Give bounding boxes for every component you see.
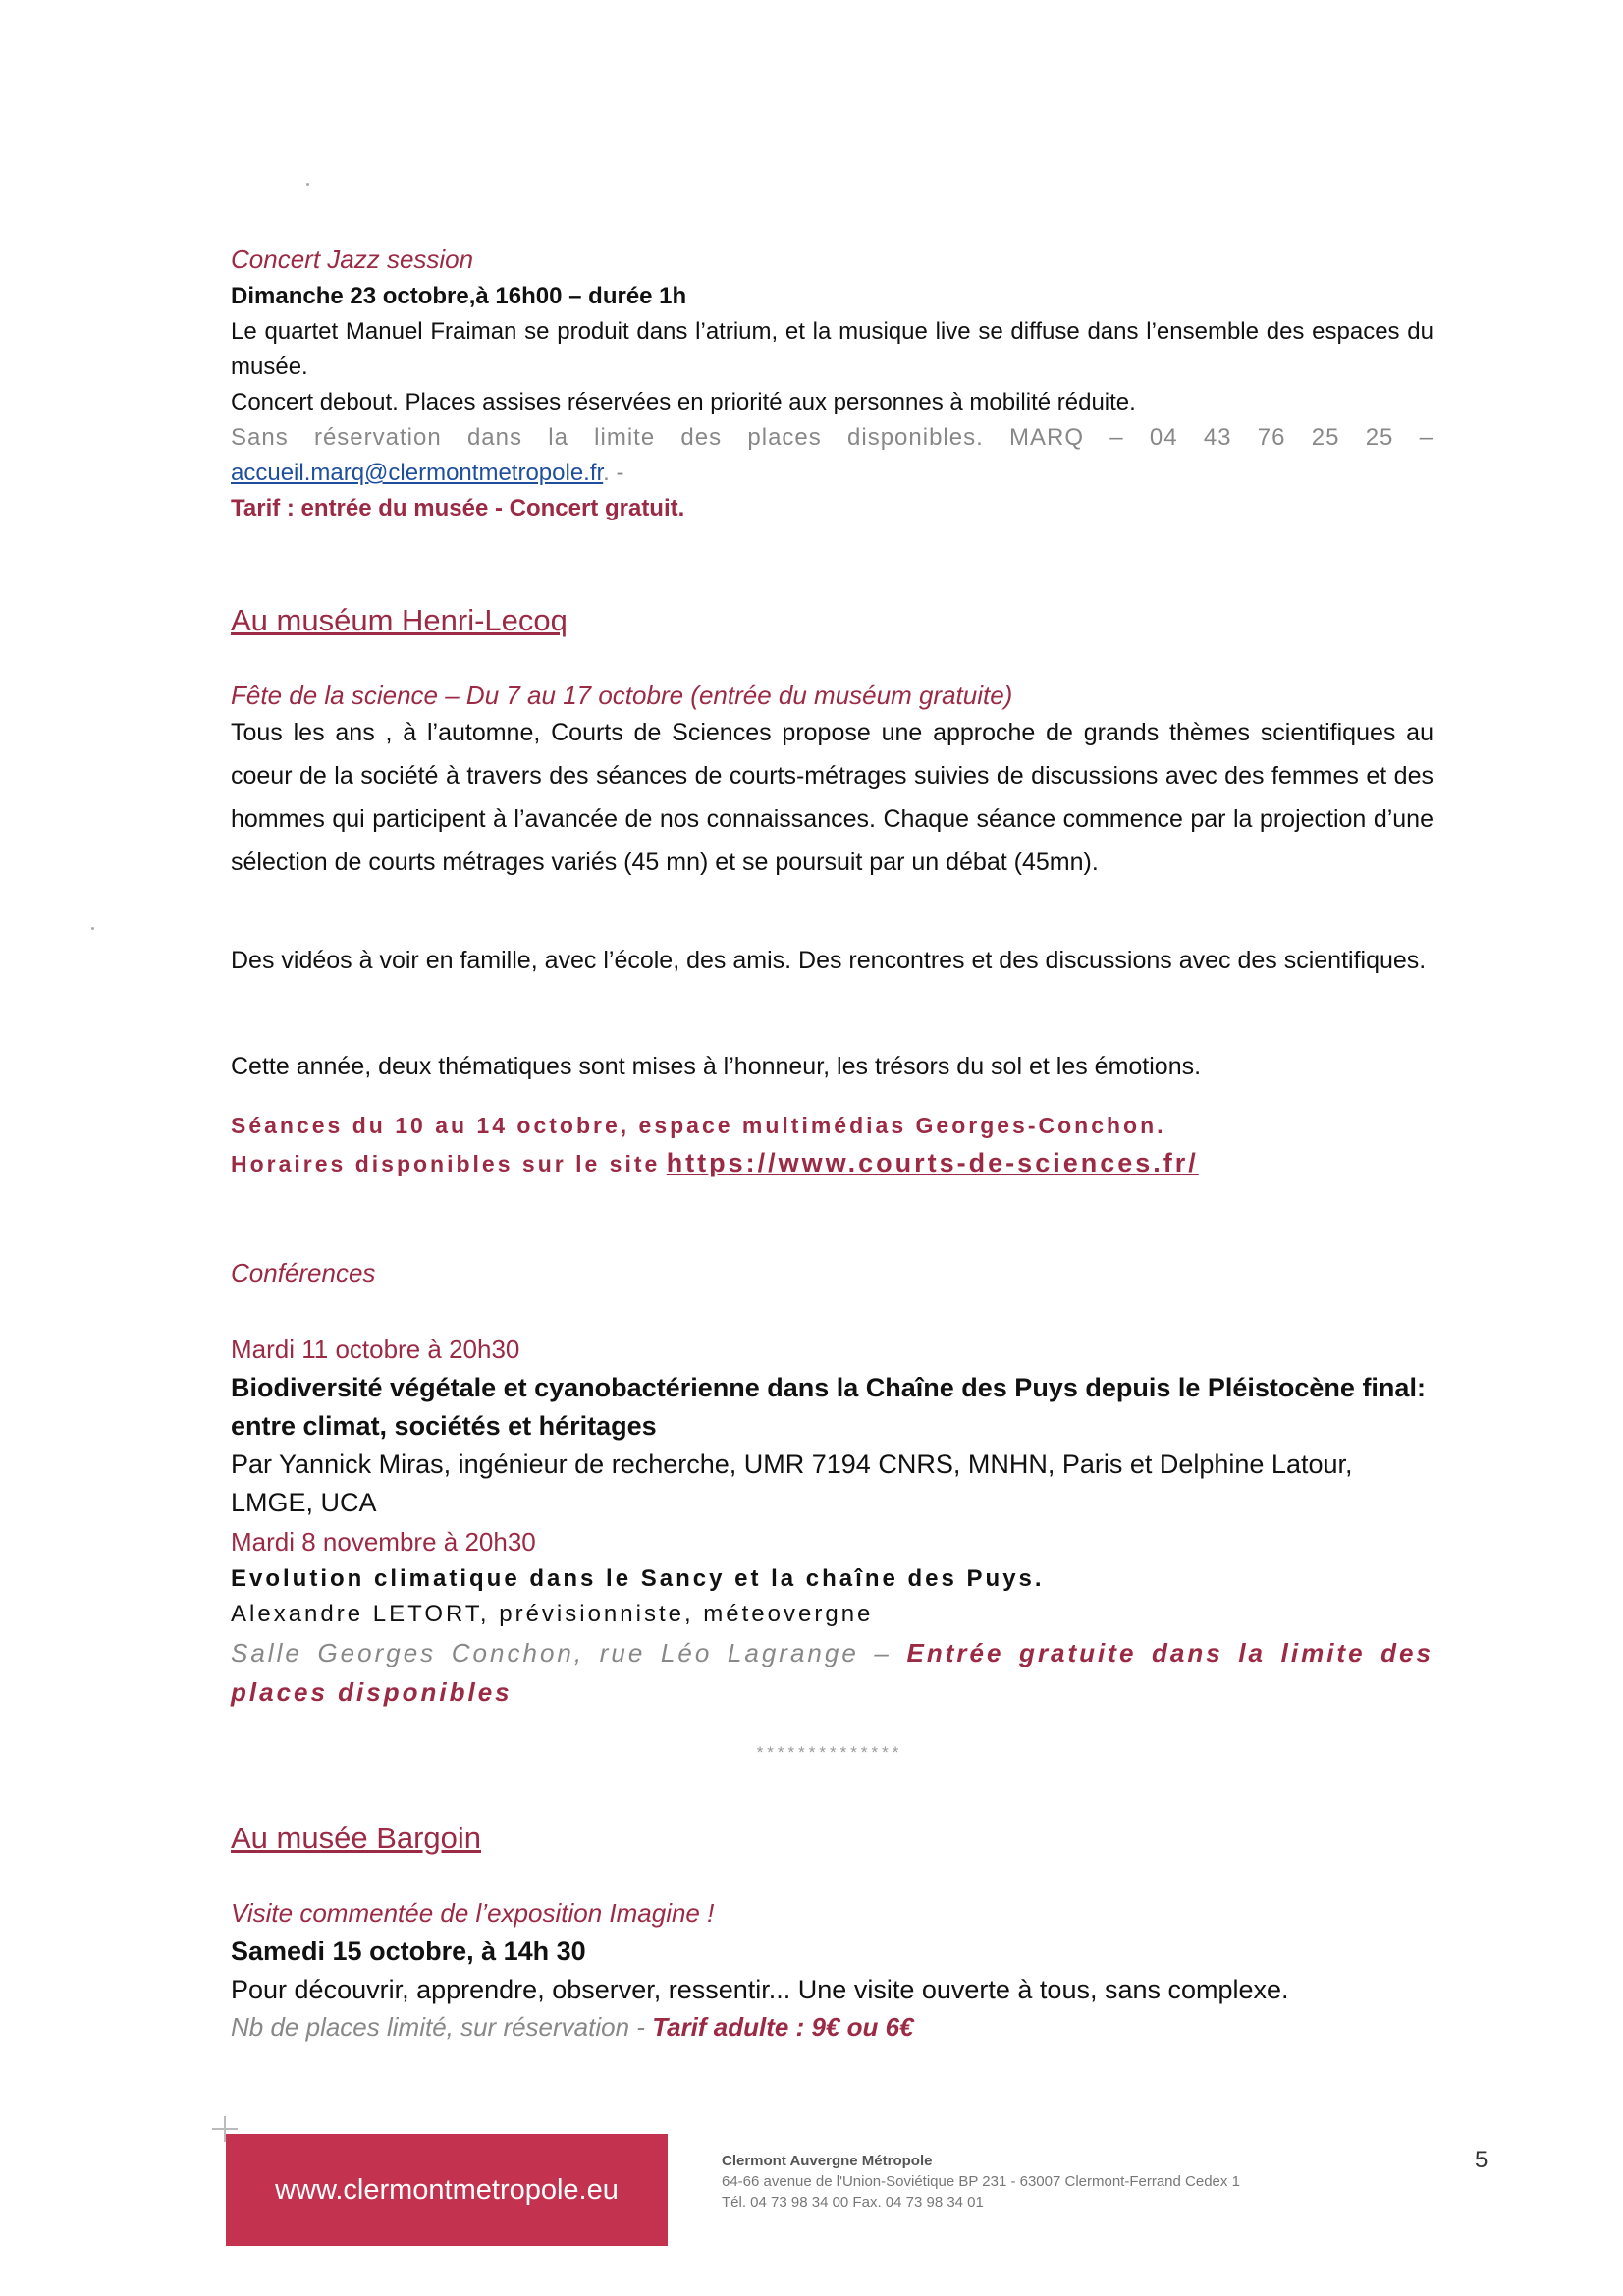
footer-website-banner[interactable]: www.clermontmetropole.eu bbox=[226, 2134, 668, 2246]
fete-paragraph-2: Des vidéos à voir en famille, avec l’école, des amis. Des rencontres et des discussions avec des scientifiques. bbox=[231, 947, 1427, 974]
conf1-speakers: Par Yannick Miras, ingénieur de recherche, UMR 7194 CNRS, MNHN, Paris et Delphine Latour, LMGE, UCA bbox=[231, 1449, 1353, 1517]
museum-heading: Au muséum Henri-Lecoq bbox=[231, 603, 568, 637]
concert-contact bbox=[231, 456, 1434, 491]
concert-description: Le quartet Manuel Fraiman se produit dans l’atrium, et la musique live se diffuse dans l’ensemble des espaces du musée. bbox=[231, 318, 1434, 380]
scan-speck bbox=[91, 927, 94, 930]
footer-phone: Tél. 04 73 98 34 00 Fax. 04 73 98 34 01 bbox=[722, 2194, 984, 2211]
conf-location-line bbox=[231, 1633, 1434, 1712]
conf2-speaker: Alexandre LETORT, prévisionniste, méteovergne bbox=[231, 1601, 874, 1627]
concert-date: Dimanche 23 octobre,à 16h00 – durée 1h bbox=[231, 283, 687, 309]
footer-org: Clermont Auvergne Métropole bbox=[722, 2153, 933, 2169]
conferences-heading: Conférences bbox=[231, 1258, 376, 1287]
bargoin-places-line bbox=[231, 2009, 1434, 2045]
footer-address: 64-66 avenue de l'Union-Soviétique BP 231 - 63007 Clermont-Ferrand Cedex 1 bbox=[722, 2173, 1240, 2190]
horaires-label: Horaires disponibles sur le site bbox=[231, 1151, 661, 1176]
seances-text: Séances du 10 au 14 octobre, espace multimédias Georges-Conchon. bbox=[231, 1113, 1166, 1138]
conf-entree: Entrée gratuite dans la limite des places disponibles bbox=[231, 1638, 1434, 1707]
footer-contact bbox=[722, 2151, 1409, 2213]
concert-email-suffix: . - bbox=[603, 460, 624, 486]
bargoin-description: Pour découvrir, apprendre, observer, ressentir... Une visite ouverte à tous, sans complexe. bbox=[231, 1975, 1289, 2004]
separator-stars: ************** bbox=[756, 1743, 903, 1762]
concert-reservation: Sans réservation dans la limite des places disponibles. MARQ – 04 43 76 25 25 – bbox=[231, 424, 1434, 451]
fete-title: Fête de la science – Du 7 au 17 octobre (entrée du muséum gratuite) bbox=[231, 681, 1013, 710]
concert-seats: Concert debout. Places assises réservées en priorité aux personnes à mobilité réduite. bbox=[231, 389, 1136, 415]
conf2-title: Evolution climatique dans le Sancy et la chaîne des Puys. bbox=[231, 1565, 1045, 1592]
bargoin-tarif: Tarif adulte : 9€ ou 6€ bbox=[652, 2012, 914, 2042]
bargoin-visit-title: Visite commentée de l’exposition Imagine ! bbox=[231, 1898, 715, 1928]
concert-email-link[interactable]: accueil.marq@clermontmetropole.fr bbox=[231, 460, 604, 486]
concert-tarif: Tarif : entrée du musée - Concert gratuit. bbox=[231, 495, 685, 521]
fete-paragraph-3: Cette année, deux thématiques sont mises à l’honneur, les trésors du sol et les émotions. bbox=[231, 1053, 1202, 1080]
page-number: 5 bbox=[1475, 2147, 1488, 2173]
fete-paragraph-1: Tous les ans , à l’automne, Courts de Sciences propose une approche de grands thèmes scientifiques au coeur de la société à travers des séances de courts-métrages suivies de discussions avec des femmes et des hommes qui participent à l’avancée de nos connaissances. Chaque séance commence par la projection d’une sélection de courts métrages variés (45 mn) et se poursuit par un débat (45mn). bbox=[231, 719, 1434, 876]
concert-title: Concert Jazz session bbox=[231, 245, 474, 274]
scan-speck bbox=[306, 183, 309, 186]
bargoin-date: Samedi 15 octobre, à 14h 30 bbox=[231, 1937, 586, 1966]
conf1-date: Mardi 11 octobre à 20h30 bbox=[231, 1335, 520, 1364]
bargoin-heading: Au musée Bargoin bbox=[231, 1821, 482, 1855]
conf-location: Salle Georges Conchon, rue Léo Lagrange – bbox=[231, 1638, 892, 1667]
horaires-line bbox=[231, 1145, 1434, 1181]
conf2-date: Mardi 8 novembre à 20h30 bbox=[231, 1527, 536, 1557]
bargoin-places: Nb de places limité, sur réservation - bbox=[231, 2012, 645, 2042]
conf1-title: Biodiversité végétale et cyanobactérienne dans la Chaîne des Puys depuis le Pléistocène final: entre climat, sociétés et héritages bbox=[231, 1373, 1426, 1441]
courts-de-sciences-link[interactable]: https://www.courts-de-sciences.fr/ bbox=[666, 1148, 1199, 1177]
